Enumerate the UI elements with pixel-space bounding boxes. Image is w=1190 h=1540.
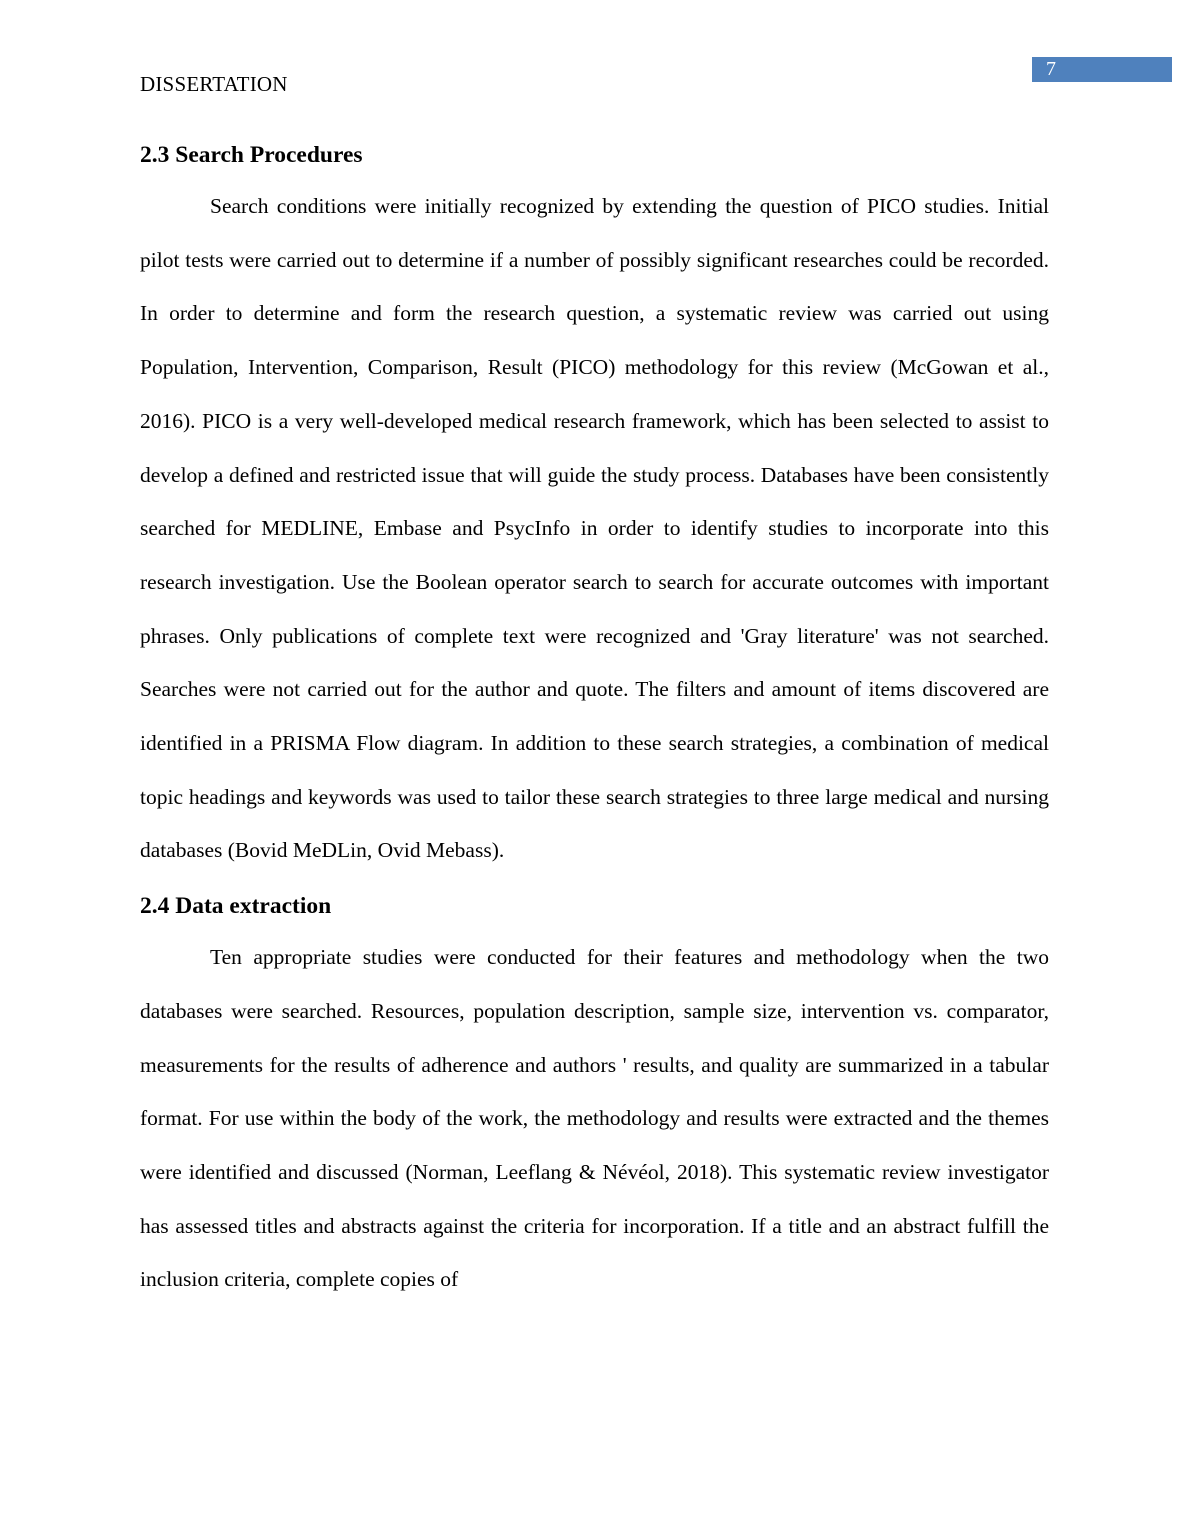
paragraph-data-extraction: Ten appropriate studies were conducted for their features and methodology when the two databases were searched. Resources, population description, sample size, intervention vs. comparator, measurements for the results of adherence and authors ' results, and quality are summarized in a tabular format. For use within the body of the work, the methodology and results were extracted and the themes were identified and discussed (Norman, Leeflang & Névéol, 2018). This systematic review investigator has assessed titles and abstracts against the criteria for incorporation. If a title and an abstract fulfill the inclusion criteria, complete copies of xyxy=(140,945,1049,1292)
document-body xyxy=(140,130,1049,1307)
page-number-badge: 7 xyxy=(1032,57,1172,82)
section-heading-search-procedures: 2.3 Search Procedures xyxy=(140,142,363,168)
section-heading-data-extraction: 2.4 Data extraction xyxy=(140,893,332,920)
paragraph-search-procedures: Search conditions were initially recognized by extending the question of PICO studies. Initial pilot tests were carried out to determine if a number of possibly significant researches could be recorded. In order to determine and form the research question, a systematic review was carried out using Population, Intervention, Comparison, Result (PICO) methodology for this review (McGowan et al., 2016). PICO is a very well-developed medical research framework, which has been selected to assist to develop a defined and restricted issue that will guide the study process. Databases have been consistently searched for MEDLINE, Embase and PsycInfo in order to identify studies to incorporate into this research investigation. Use the Boolean operator search to search for accurate outcomes with important phrases. Only publications of complete text were recognized and 'Gray literature' was not searched. Searches were not carried out for the author and quote. The filters and amount of items discovered are identified in a PRISMA Flow diagram. In addition to these search strategies, a combination of medical topic headings and keywords was used to tailor these search strategies to three large medical and nursing databases (Bovid MeDLin, Ovid Mebass). xyxy=(140,194,1049,863)
running-header-title: DISSERTATION xyxy=(140,72,288,96)
